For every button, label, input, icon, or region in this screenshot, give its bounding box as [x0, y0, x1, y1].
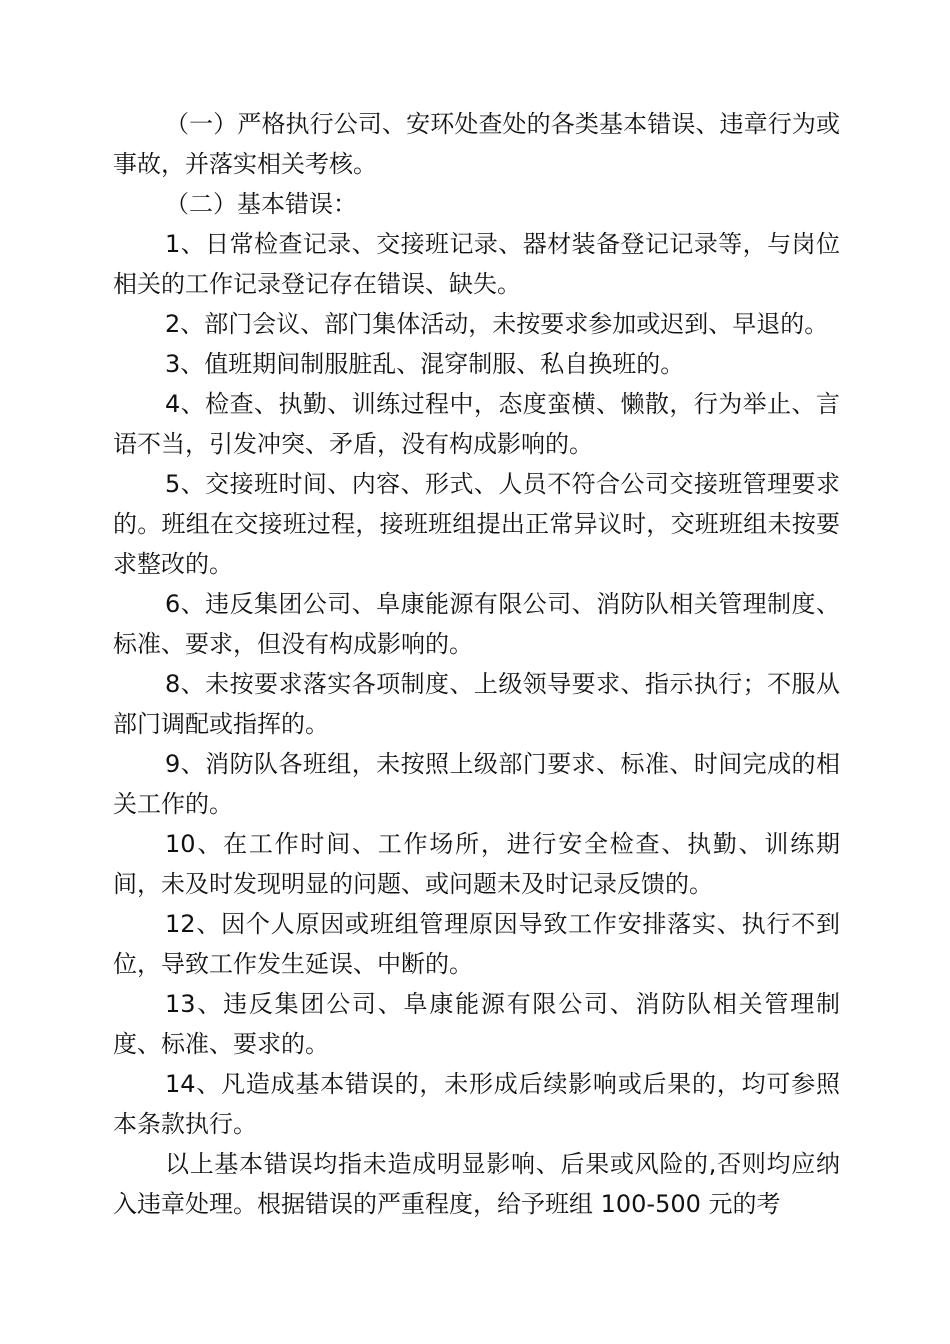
list-item-4: 4、检查、执勤、训练过程中，态度蛮横、懒散，行为举止、言语不当，引发冲突、矛盾，没有构成影响的。 — [113, 390, 840, 458]
list-item-12: 12、因个人原因或班组管理原因导致工作安排落实、执行不到位，导致工作发生延误、中断的。 — [113, 910, 840, 978]
paragraph-rule-1: （一）严格执行公司、安环处查处的各类基本错误、违章行为或事故，并落实相关考核。 — [113, 110, 840, 178]
list-item-10: 10、在工作时间、工作场所，进行安全检查、执勤、训练期间，未及时发现明显的问题、或问题未及时记录反馈的。 — [113, 830, 840, 898]
list-item-2: 2、部门会议、部门集体活动，未按要求参加或迟到、早退的。 — [165, 310, 829, 338]
list-item-8: 8、未按要求落实各项制度、上级领导要求、指示执行；不服从部门调配或指挥的。 — [113, 670, 840, 738]
list-item-9: 9、消防队各班组，未按照上级部门要求、标准、时间完成的相关工作的。 — [113, 750, 840, 818]
document-body — [113, 104, 840, 1224]
list-item-3: 3、值班期间制服脏乱、混穿制服、私自换班的。 — [165, 350, 685, 378]
list-item-13: 13、违反集团公司、阜康能源有限公司、消防队相关管理制度、标准、要求的。 — [113, 990, 840, 1058]
list-item-14: 14、凡造成基本错误的，未形成后续影响或后果的，均可参照本条款执行。 — [113, 1070, 840, 1138]
list-item-6: 6、违反集团公司、阜康能源有限公司、消防队相关管理制度、标准、要求，但没有构成影响的。 — [113, 590, 840, 658]
paragraph-section-heading: （二）基本错误： — [165, 190, 357, 218]
list-item-1: 1、日常检查记录、交接班记录、器材装备登记记录等，与岗位相关的工作记录登记存在错误、缺失。 — [113, 230, 840, 298]
paragraph-summary: 以上基本错误均指未造成明显影响、后果或风险的,否则均应纳入违章处理。根据错误的严重程度，给予班组 100-500 元的考 — [113, 1150, 840, 1218]
list-item-5: 5、交接班时间、内容、形式、人员不符合公司交接班管理要求的。班组在交接班过程，接班班组提出正常异议时，交班班组未按要求整改的。 — [113, 470, 840, 578]
